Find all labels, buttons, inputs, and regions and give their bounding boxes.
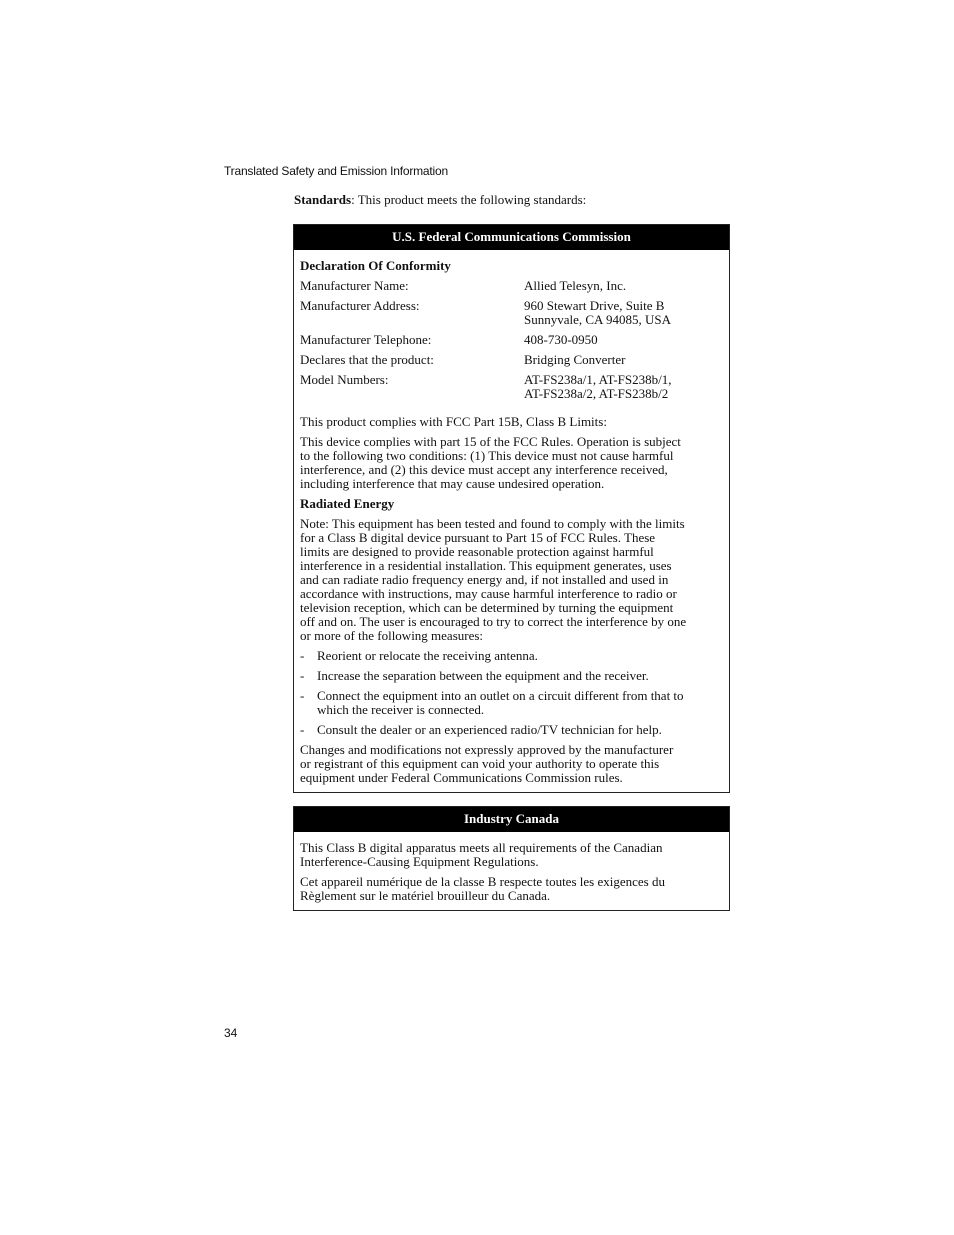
bullet-dash: - — [300, 722, 305, 737]
text-line: This Class B digital apparatus meets all requirements of the Canadian — [300, 840, 663, 855]
bullet-item — [300, 723, 722, 737]
standards-text: : This product meets the following standards: — [351, 192, 587, 207]
radiated-energy-heading: Radiated Energy — [300, 496, 395, 511]
industry-canada-title: Industry Canada — [294, 807, 729, 832]
row-value — [524, 373, 722, 401]
row-label: Manufacturer Address: — [300, 298, 420, 313]
manufacturer-telephone-row — [300, 333, 722, 347]
model-numbers-row — [300, 373, 722, 401]
text-line: equipment under Federal Communications Commission rules. — [300, 770, 623, 785]
text-line: Changes and modifications not expressly approved by the manufacturer — [300, 742, 674, 757]
french-paragraph — [300, 875, 722, 903]
text-line: Connect the equipment into an outlet on a circuit different from that to — [317, 688, 684, 703]
text-line: Reorient or relocate the receiving antenna. — [317, 648, 538, 663]
bullet-dash: - — [300, 668, 305, 683]
text-line: and can radiate radio frequency energy and, if not installed and used in — [300, 572, 669, 587]
text-line: This device complies with part 15 of the FCC Rules. Operation is subject — [300, 434, 681, 449]
row-label: Manufacturer Name: — [300, 278, 409, 293]
value-line: Bridging Converter — [524, 352, 626, 367]
value-line: Allied Telesyn, Inc. — [524, 278, 627, 293]
text-line: to the following two conditions: (1) This device must not cause harmful — [300, 448, 674, 463]
standards-intro — [294, 192, 586, 208]
complies-paragraph: This product complies with FCC Part 15B, Class B Limits: — [300, 414, 607, 429]
device-paragraph — [300, 435, 722, 491]
standards-lead: Standards — [294, 192, 352, 207]
row-label: Model Numbers: — [300, 372, 389, 387]
running-header: Translated Safety and Emission Information — [224, 164, 448, 178]
text-line: or more of the following measures: — [300, 628, 484, 643]
page-number: 34 — [224, 1026, 238, 1040]
value-line: Sunnyvale, CA 94085, USA — [524, 312, 671, 327]
row-value — [524, 333, 722, 347]
text-line: or registrant of this equipment can void your authority to operate this — [300, 756, 660, 771]
text-line: television reception, which can be determined by turning the equipment — [300, 600, 674, 615]
text-line: for a Class B digital device pursuant to Part 15 of FCC Rules. These — [300, 530, 656, 545]
value-line: 408-730-0950 — [524, 332, 598, 347]
bullet-text — [317, 689, 722, 717]
row-value — [524, 353, 722, 367]
row-value — [524, 279, 722, 293]
bullet-text — [317, 649, 722, 663]
text-line: interference, and (2) this device must accept any interference received, — [300, 462, 668, 477]
manufacturer-name-row — [300, 279, 722, 293]
fcc-title: U.S. Federal Communications Commission — [294, 225, 729, 250]
row-label: Declares that the product: — [300, 352, 434, 367]
row-label: Manufacturer Telephone: — [300, 332, 432, 347]
fcc-box — [293, 224, 730, 793]
text-line: off and on. The user is encouraged to try to correct the interference by one — [300, 614, 687, 629]
text-line: including interference that may cause undesired operation. — [300, 476, 605, 491]
value-line: AT-FS238a/2, AT-FS238b/2 — [524, 386, 669, 401]
product-row — [300, 353, 722, 367]
note-paragraph — [300, 517, 722, 643]
text-line: interference in a residential installation. This equipment generates, uses — [300, 558, 672, 573]
bullet-dash: - — [300, 648, 305, 663]
value-line: AT-FS238a/1, AT-FS238b/1, — [524, 372, 672, 387]
industry-canada-body — [294, 832, 729, 910]
text-line: Consult the dealer or an experienced radio/TV technician for help. — [317, 722, 662, 737]
text-line: which the receiver is connected. — [317, 702, 485, 717]
bullet-item — [300, 649, 722, 663]
text-line: Note: This equipment has been tested and found to comply with the limits — [300, 516, 685, 531]
bullet-dash: - — [300, 688, 305, 703]
english-paragraph — [300, 841, 722, 869]
row-value — [524, 299, 722, 327]
bullet-text — [317, 669, 722, 683]
bullet-item — [300, 669, 722, 683]
value-line: 960 Stewart Drive, Suite B — [524, 298, 665, 313]
changes-paragraph — [300, 743, 722, 785]
text-line: Règlement sur le matériel brouilleur du Canada. — [300, 888, 551, 903]
fcc-body — [294, 250, 729, 792]
declaration-heading: Declaration Of Conformity — [300, 258, 451, 273]
bullet-text — [317, 723, 722, 737]
text-line: Increase the separation between the equipment and the receiver. — [317, 668, 649, 683]
bullet-item — [300, 689, 722, 717]
text-line: Cet appareil numérique de la classe B respecte toutes les exigences du — [300, 874, 665, 889]
text-line: limits are designed to provide reasonable protection against harmful — [300, 544, 654, 559]
text-line: accordance with instructions, may cause harmful interference to radio or — [300, 586, 677, 601]
text-line: Interference-Causing Equipment Regulations. — [300, 854, 539, 869]
manufacturer-address-row — [300, 299, 722, 327]
industry-canada-box — [293, 806, 730, 911]
